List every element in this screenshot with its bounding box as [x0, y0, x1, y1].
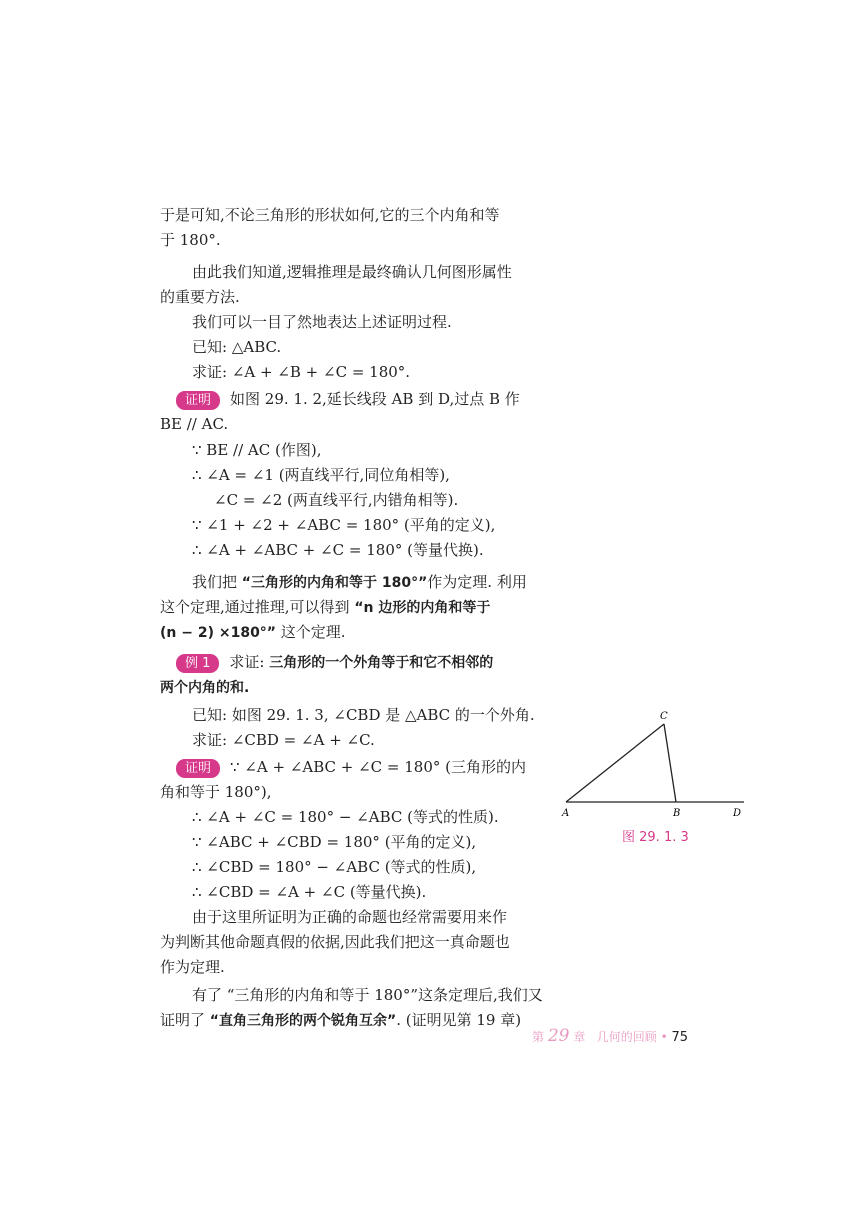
text-segment: 的重要方法. [160, 288, 240, 306]
text-line [160, 677, 249, 698]
text-line [160, 957, 225, 977]
text-line [160, 782, 272, 802]
text-line [192, 882, 426, 902]
text-line [160, 932, 510, 952]
text-line [192, 312, 452, 332]
footer-chapter-pre: 第 [532, 1030, 545, 1044]
text-line [176, 757, 526, 778]
label-badge: 证明 [176, 759, 220, 778]
text-line [160, 287, 240, 307]
text-line [192, 857, 476, 877]
text-line [176, 389, 520, 410]
text-line [160, 230, 221, 250]
text-segment: ∴ ∠CBD = 180° − ∠ABC (等式的性质), [192, 858, 477, 876]
label-b: B [673, 808, 681, 819]
text-line [192, 465, 450, 485]
text-line [192, 572, 527, 593]
text-line [160, 1010, 521, 1031]
page-footer: 第 29 章 几何的回顾 • 75 [532, 1026, 689, 1046]
text-segment: 这个定理. [276, 623, 346, 641]
text-segment: 有了 “三角形的内角和等于 180°”这条定理后,我们又 [192, 986, 543, 1004]
footer-chapter-num: 29 [547, 1026, 570, 1046]
text-segment: 我们可以一目了然地表达上述证明过程. [192, 313, 452, 331]
text-line [160, 205, 500, 225]
text-segment: ∴ ∠CBD = ∠A + ∠C (等量代换). [192, 883, 427, 901]
text-segment: ∠C = ∠2 (两直线平行,内错角相等). [214, 491, 459, 509]
text-line [160, 622, 346, 643]
text-line [192, 262, 512, 282]
text-line [192, 807, 499, 827]
text-segment: ∵ ∠1 + ∠2 + ∠ABC = 180° (平角的定义), [192, 516, 496, 534]
text-segment: 求证: ∠CBD = ∠A + ∠C. [192, 731, 375, 749]
side-bc [664, 724, 676, 802]
text-line [176, 652, 493, 673]
text-segment: 已知: 如图 29. 1. 3, ∠CBD 是 △ABC 的一个外角. [192, 706, 535, 724]
text-line [192, 985, 543, 1005]
label-d: D [733, 808, 742, 819]
text-line [192, 832, 476, 852]
text-segment: 作为定理. 利用 [427, 573, 527, 591]
label-c: C [660, 711, 668, 722]
text-segment: 已知: △ABC. [192, 338, 282, 356]
text-line [192, 362, 410, 382]
text-segment: 求证: [229, 653, 270, 671]
text-line [160, 597, 490, 618]
text-segment: 这个定理,通过推理,可以得到 [160, 598, 355, 616]
text-segment: 角和等于 180°), [160, 783, 272, 801]
footer-chapter-post: 章 [573, 1030, 586, 1044]
bold-text: 三角形的一个外角等于和它不相邻的 [269, 655, 494, 671]
text-segment: ∵ ∠A + ∠ABC + ∠C = 180° (三角形的内 [230, 758, 527, 776]
text-line [192, 907, 507, 927]
bold-text: “直角三角形的两个锐角互余” [209, 1013, 397, 1029]
text-segment: ∴ ∠A + ∠ABC + ∠C = 180° (等量代换). [192, 541, 484, 559]
text-segment: 作为定理. [160, 958, 225, 976]
text-segment: BE // AC. [160, 415, 229, 433]
text-segment: ∴ ∠A = ∠1 (两直线平行,同位角相等), [192, 466, 450, 484]
page-number: 75 [671, 1030, 689, 1045]
text-segment: 求证: ∠A + ∠B + ∠C = 180°. [192, 363, 411, 381]
text-segment: 于是可知,不论三角形的形状如何,它的三个内角和等 [160, 206, 500, 224]
text-line [192, 515, 495, 535]
text-line [192, 337, 281, 357]
text-segment: . (证明见第 19 章) [396, 1011, 522, 1029]
text-segment: 于 180°. [160, 231, 221, 249]
label-badge: 例 1 [176, 654, 219, 673]
bold-text: 两个内角的和. [160, 680, 250, 696]
text-segment: ∵ ∠ABC + ∠CBD = 180° (平角的定义), [192, 833, 477, 851]
text-line [192, 705, 535, 725]
text-segment: 由此我们知道,逻辑推理是最终确认几何图形属性 [192, 263, 512, 281]
text-segment: ∴ ∠A + ∠C = 180° − ∠ABC (等式的性质). [192, 808, 499, 826]
figure-caption: 图 29. 1. 3 [622, 830, 689, 845]
footer-title: 几何的回顾 [596, 1030, 657, 1044]
label-a: A [562, 808, 570, 819]
bold-text: (n − 2) ×180°” [160, 625, 277, 641]
side-ac [566, 724, 664, 802]
text-segment: 我们把 [192, 573, 242, 591]
text-segment: 如图 29. 1. 2,延长线段 AB 到 D,过点 B 作 [230, 390, 520, 408]
text-segment: 证明了 [160, 1011, 210, 1029]
text-line [192, 730, 375, 750]
text-line [192, 540, 484, 560]
text-line [192, 440, 321, 460]
label-badge: 证明 [176, 391, 220, 410]
text-segment: ∵ BE // AC (作图), [192, 441, 322, 459]
text-segment: 为判断其他命题真假的依据,因此我们把这一真命题也 [160, 933, 510, 951]
text-segment: 由于这里所证明为正确的命题也经常需要用来作 [192, 908, 508, 926]
bold-text: “三角形的内角和等于 180°” [241, 575, 428, 591]
text-line [214, 490, 458, 510]
text-line [160, 414, 228, 434]
triangle-figure [560, 708, 750, 820]
bold-text: “n 边形的内角和等于 [354, 600, 491, 616]
